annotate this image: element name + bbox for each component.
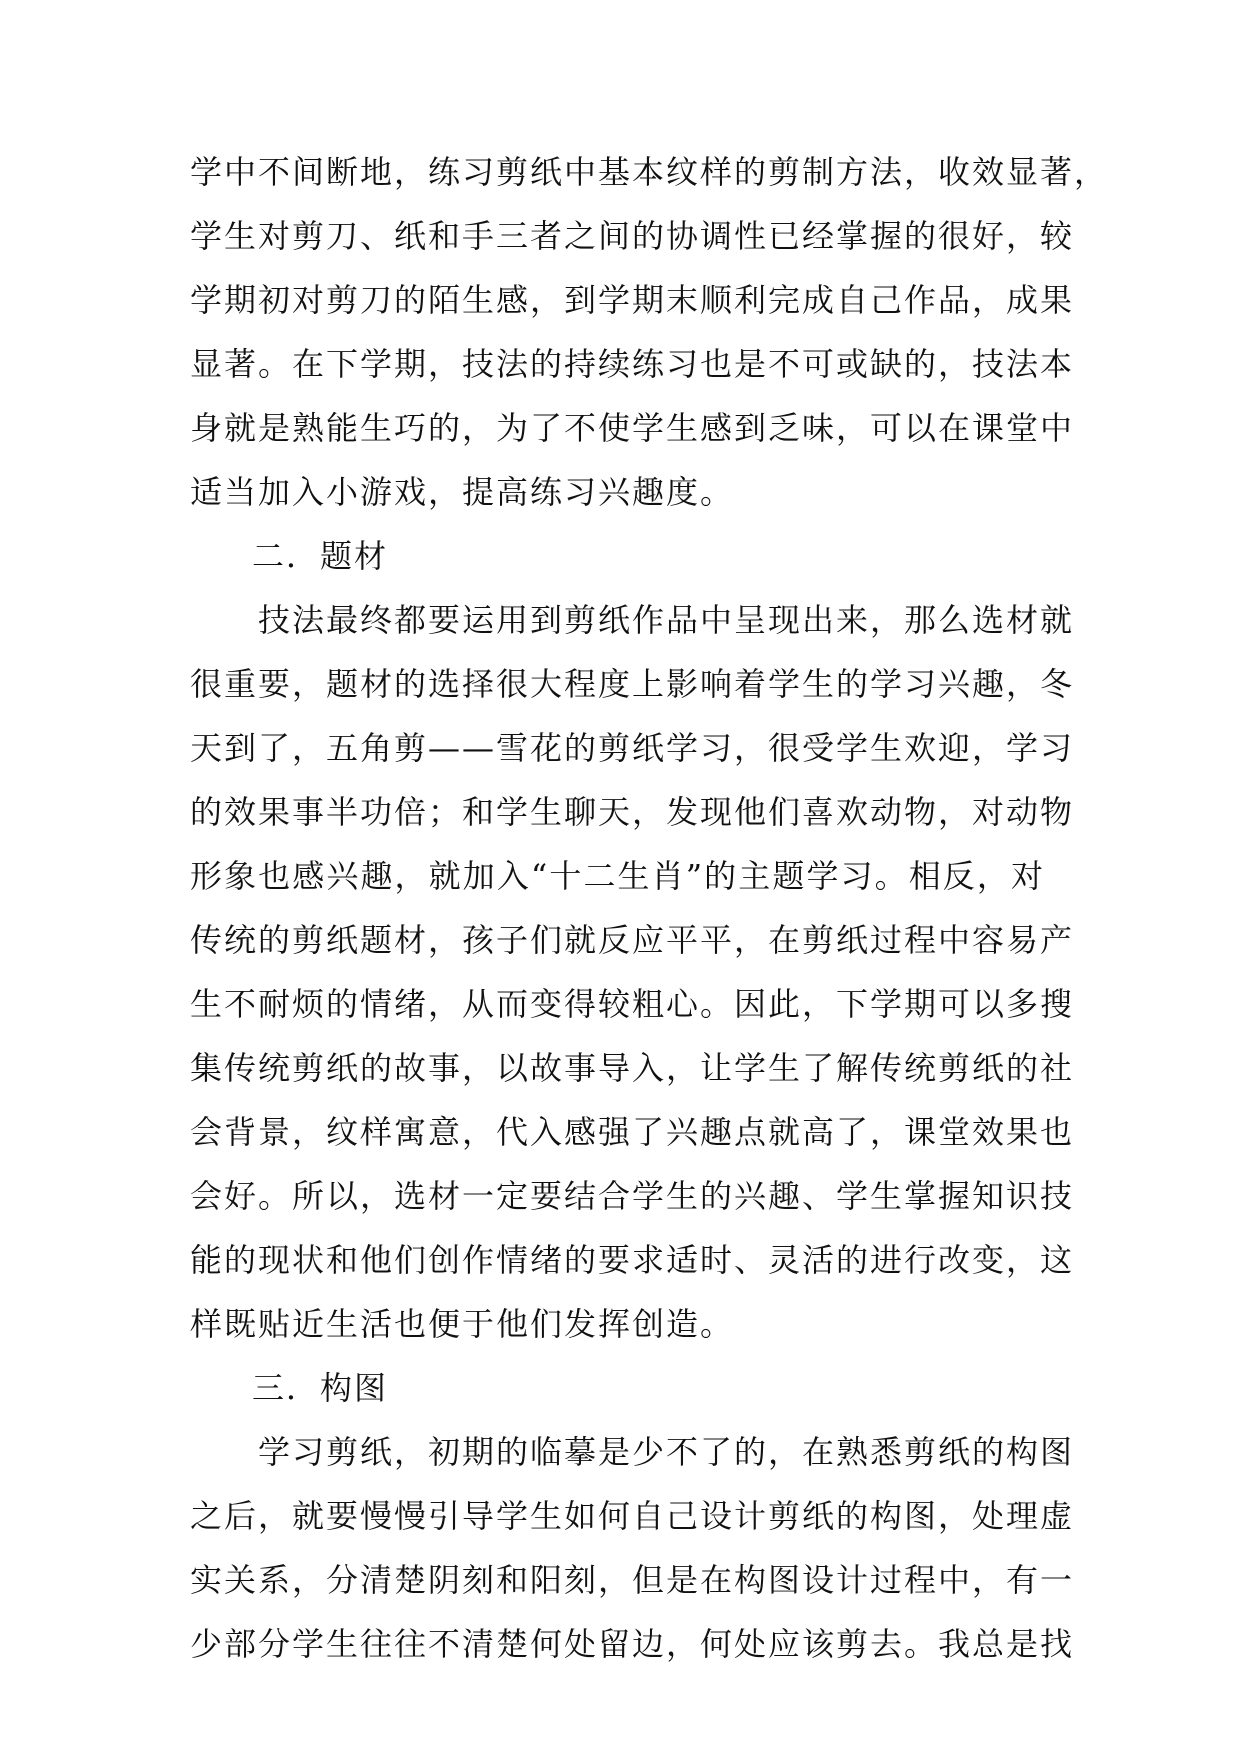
text-line: 能的现状和他们创作情绪的要求适时、灵活的进行改变，这 [190, 1241, 1075, 1279]
text-line: 身就是熟能生巧的，为了不使学生感到乏味，可以在课堂中 [190, 409, 1075, 447]
text-line: 显著。在下学期，技法的持续练习也是不可或缺的，技法本 [190, 345, 1075, 383]
text-line: 学期初对剪刀的陌生感，到学期末顺利完成自己作品，成果 [190, 281, 1075, 319]
text-line: 会背景，纹样寓意，代入感强了兴趣点就高了，课堂效果也 [190, 1113, 1075, 1151]
text-line: 之后，就要慢慢引导学生如何自己设计剪纸的构图，处理虚 [190, 1497, 1075, 1535]
text-line: 很重要，题材的选择很大程度上影响着学生的学习兴趣，冬 [190, 665, 1075, 703]
text-line: 集传统剪纸的故事，以故事导入，让学生了解传统剪纸的社 [190, 1049, 1075, 1087]
text-line: 会好。所以，选材一定要结合学生的兴趣、学生掌握知识技 [190, 1177, 1075, 1215]
text-line: 学中不间断地，练习剪纸中基本纹样的剪制方法，收效显著， [190, 153, 1109, 191]
section-heading-composition: 三．构图 [252, 1369, 389, 1407]
text-line: 技法最终都要运用到剪纸作品中呈现出来，那么选材就 [190, 601, 1075, 639]
text-line: 传统的剪纸题材，孩子们就反应平平，在剪纸过程中容易产 [190, 921, 1075, 959]
paragraph-section-2 [190, 588, 1075, 1356]
text-line: 适当加入小游戏，提高练习兴趣度。 [190, 473, 735, 511]
paragraph-section-1 [190, 140, 1109, 524]
text-line: 形象也感兴趣，就加入“十二生肖”的主题学习。相反，对 [190, 857, 1045, 895]
text-line: 学习剪纸，初期的临摹是少不了的，在熟悉剪纸的构图 [190, 1433, 1075, 1471]
text-line: 实关系，分清楚阴刻和阳刻，但是在构图设计过程中，有一 [190, 1561, 1075, 1599]
paragraph-section-3 [190, 1420, 1075, 1676]
text-line: 学生对剪刀、纸和手三者之间的协调性已经掌握的很好，较 [190, 217, 1075, 255]
text-line: 天到了，五角剪——雪花的剪纸学习，很受学生欢迎，学习 [190, 729, 1075, 767]
text-line: 生不耐烦的情绪，从而变得较粗心。因此，下学期可以多搜 [190, 985, 1075, 1023]
section-heading-topic: 二．题材 [252, 537, 389, 575]
text-line: 样既贴近生活也便于他们发挥创造。 [190, 1305, 735, 1343]
document-page [190, 140, 1109, 1676]
text-line: 的效果事半功倍；和学生聊天，发现他们喜欢动物，对动物 [190, 793, 1075, 831]
text-line: 少部分学生往往不清楚何处留边，何处应该剪去。我总是找 [190, 1625, 1075, 1663]
